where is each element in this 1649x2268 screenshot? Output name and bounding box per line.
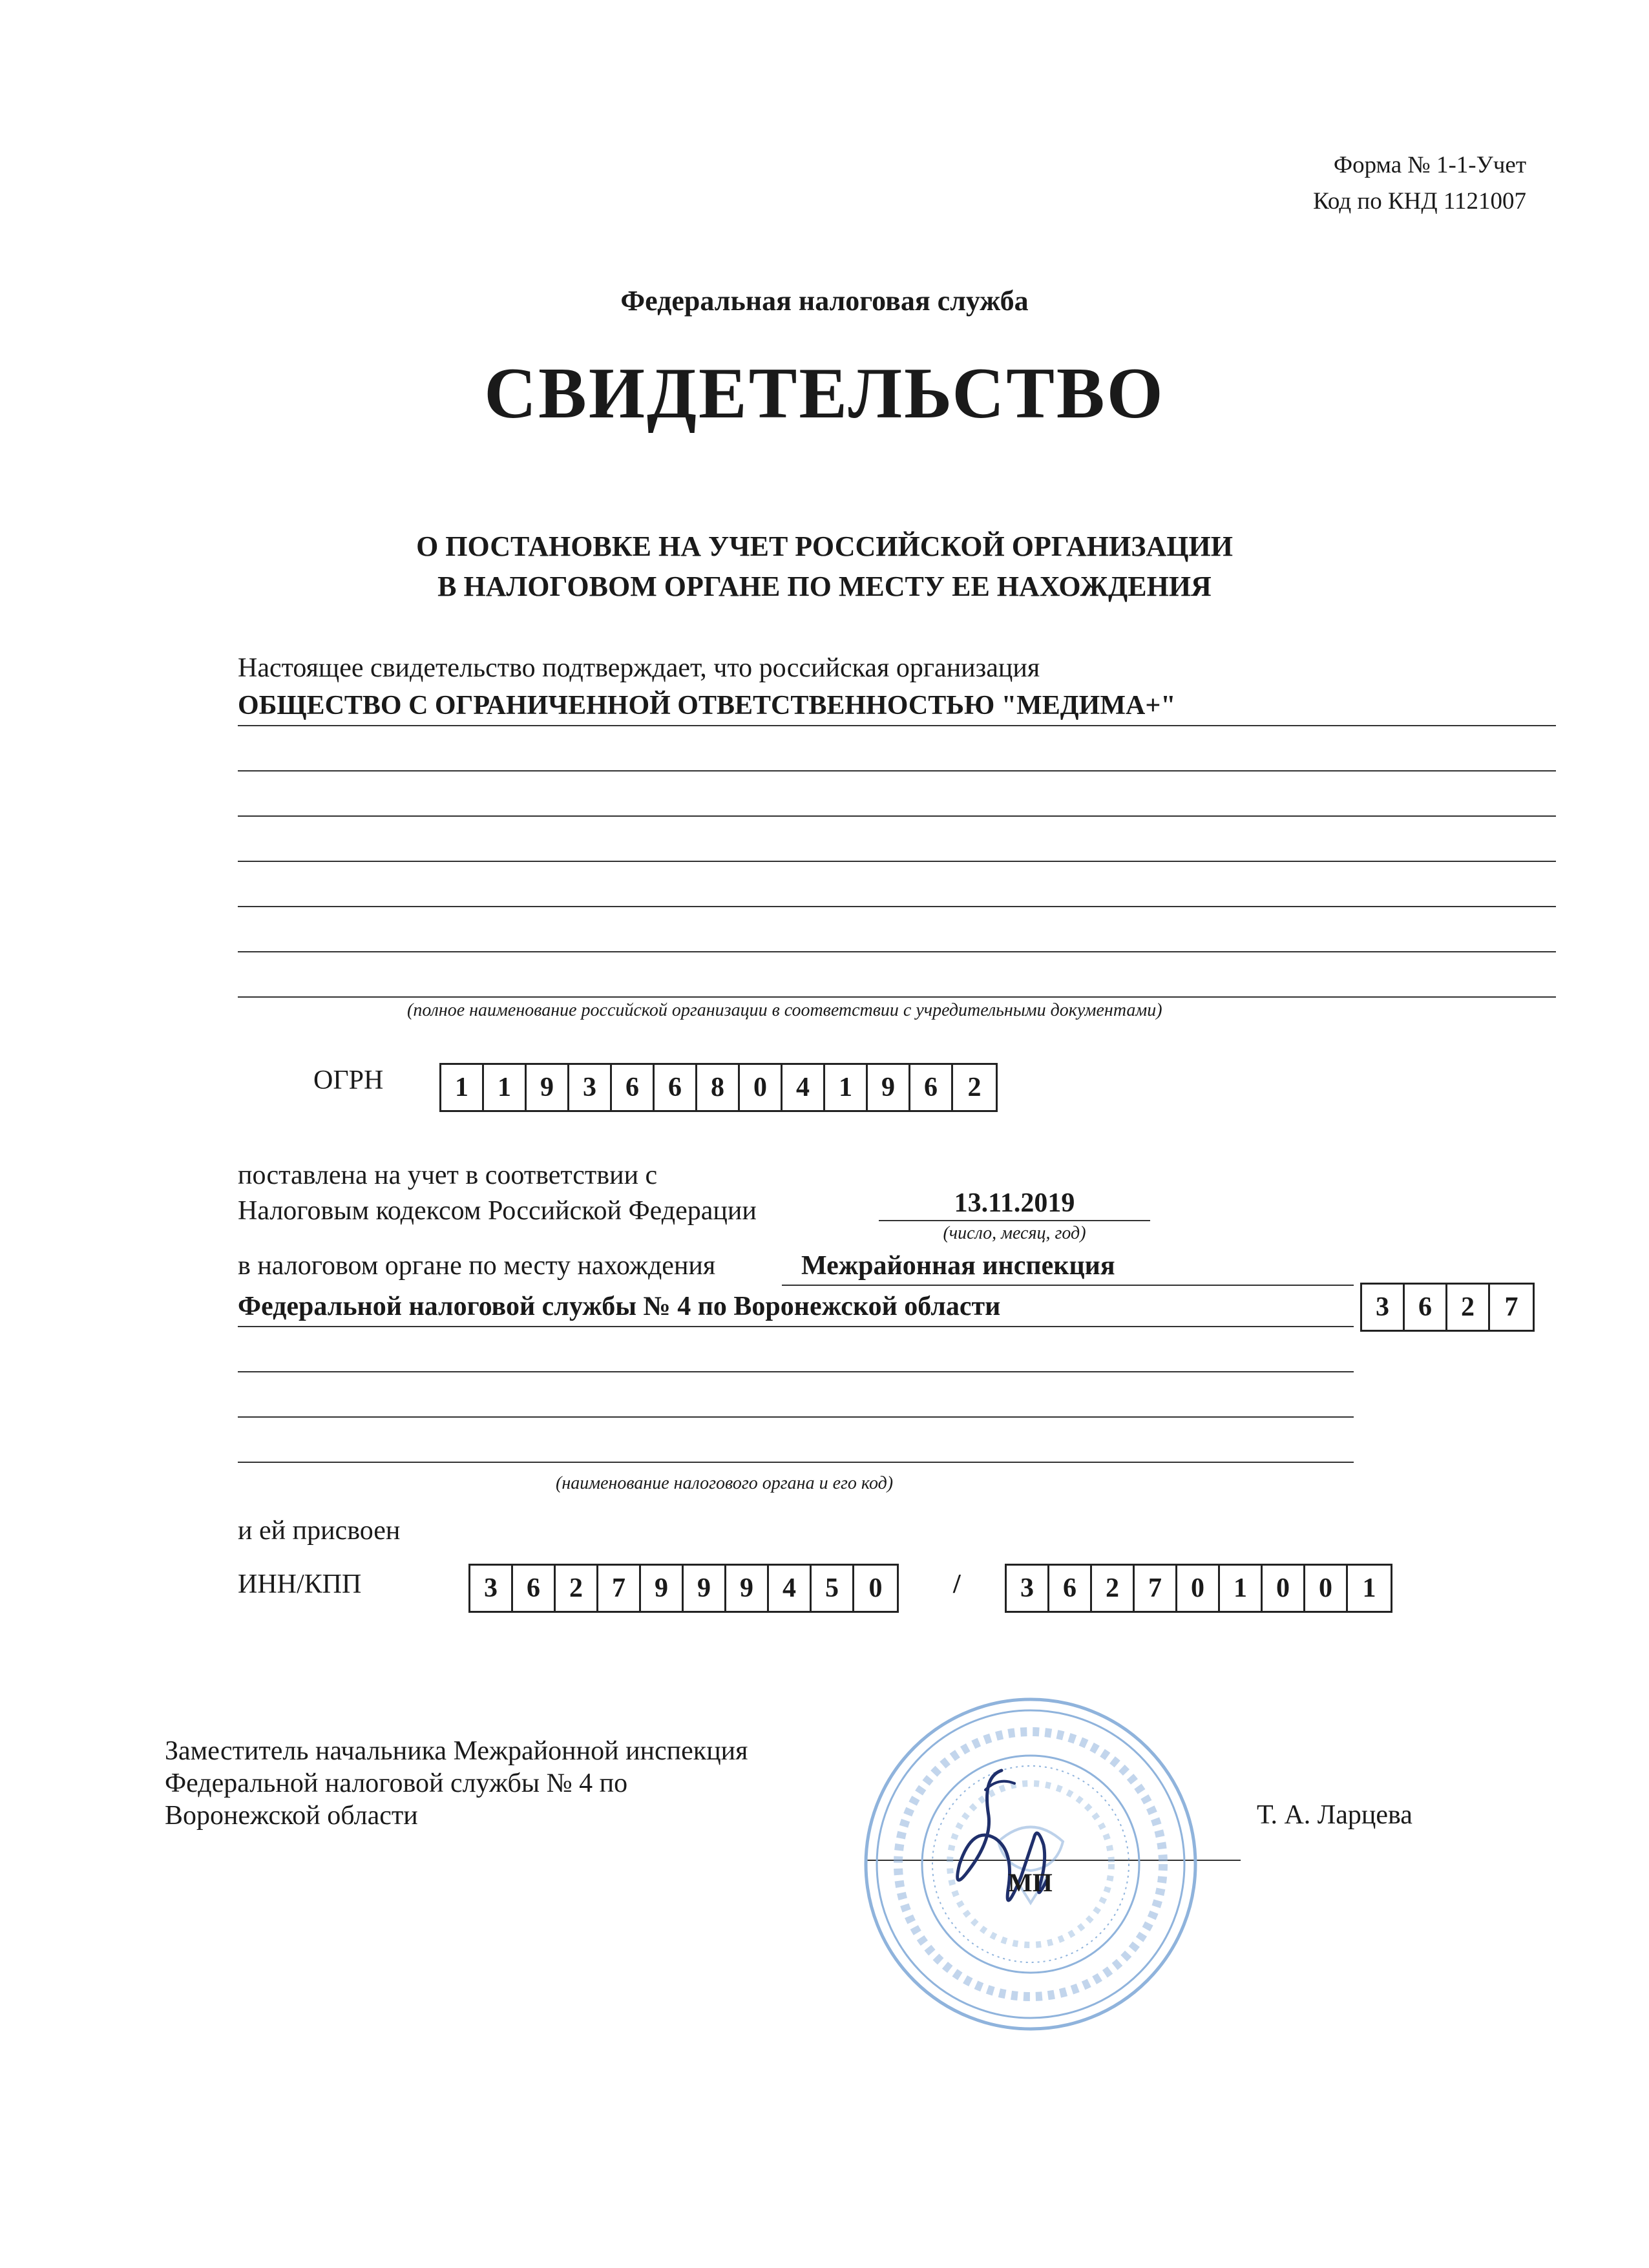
document-title: СВИДЕТЕЛЬСТВО: [484, 353, 1165, 434]
tax-authority-prefix: в налоговом органе по месту нахождения: [238, 1251, 716, 1281]
inn-digit-cell: 9: [684, 1566, 726, 1611]
ogrn-digit-cell: 3: [569, 1065, 612, 1110]
document-subtitle: [0, 527, 1649, 607]
org-line-1: [238, 725, 1556, 726]
inn-cells: [468, 1564, 899, 1613]
ogrn-digit-cell: 4: [782, 1065, 825, 1110]
form-number: Форма № 1-1-Учет: [1333, 152, 1526, 178]
ogrn-digit-cell: 9: [527, 1065, 569, 1110]
service-name: Федеральная налоговая служба: [620, 285, 1029, 317]
ogrn-digit-cell: 2: [967, 1073, 982, 1102]
tax-code-digit-cell: 3: [1362, 1285, 1405, 1330]
registration-line-2: Налоговым кодексом Российской Федерации: [238, 1196, 757, 1226]
organization-name: ОБЩЕСТВО С ОГРАНИЧЕННОЙ ОТВЕТСТВЕННОСТЬЮ "МЕДИМА+": [238, 691, 1176, 720]
org-line-4: [238, 861, 1556, 862]
ogrn-digit-cell: 9: [868, 1065, 910, 1110]
ogrn-digit-cell: 1: [484, 1065, 527, 1110]
stamp-label: МП: [1008, 1868, 1053, 1897]
ogrn-digit-cell: 1: [441, 1065, 484, 1110]
kpp-digit-cell: 0: [1305, 1566, 1348, 1611]
org-line-2: [238, 770, 1556, 772]
inn-kpp-label: ИНН/КПП: [238, 1570, 362, 1599]
intro-text: Настоящее свидетельство подтверждает, что российская организация: [238, 653, 1040, 683]
signatory-line-2: Федеральной налоговой службы № 4 по: [165, 1769, 628, 1798]
tax-code-digit-cell: 7: [1504, 1292, 1518, 1322]
tax-authority-name-2: Федеральной налоговой службы № 4 по Воронежской области: [238, 1292, 1001, 1321]
org-line-7: [238, 996, 1556, 998]
kpp-digit-cell: 6: [1049, 1566, 1092, 1611]
inn-digit-cell: 0: [868, 1573, 883, 1603]
knd-code: Код по КНД 1121007: [1313, 188, 1526, 215]
registration-date: 13.11.2019: [954, 1188, 1075, 1218]
date-hint: (число, месяц, год): [943, 1223, 1086, 1243]
inn-kpp-separator: /: [953, 1570, 961, 1599]
ogrn-digit-cell: 6: [655, 1065, 697, 1110]
ogrn-cells: [439, 1063, 998, 1112]
inn-digit-cell: 6: [513, 1566, 556, 1611]
kpp-digit-cell: 7: [1135, 1566, 1177, 1611]
inn-digit-cell: 3: [470, 1566, 513, 1611]
kpp-digit-cell: 0: [1263, 1566, 1305, 1611]
inn-digit-cell: 4: [769, 1566, 812, 1611]
registration-line-1: поставлена на учет в соответствии с: [238, 1160, 658, 1190]
subtitle-line-2: В НАЛОГОВОМ ОРГАНЕ ПО МЕСТУ ЕЕ НАХОЖДЕНИЯ: [437, 571, 1212, 602]
date-line: [879, 1220, 1150, 1221]
kpp-cells: [1005, 1564, 1392, 1613]
subtitle-line-1: О ПОСТАНОВКЕ НА УЧЕТ РОССИЙСКОЙ ОРГАНИЗАЦИИ: [416, 530, 1233, 562]
tax-authority-hint: (наименование налогового органа и его код): [556, 1473, 894, 1493]
ogrn-label: ОГРН: [313, 1066, 384, 1095]
tax-line-4: [238, 1416, 1354, 1418]
tax-line-5: [238, 1462, 1354, 1463]
ogrn-digit-cell: 6: [910, 1065, 953, 1110]
org-line-3: [238, 815, 1556, 817]
ogrn-digit-cell: 1: [825, 1065, 868, 1110]
ogrn-digit-cell: 0: [740, 1065, 782, 1110]
kpp-digit-cell: 1: [1362, 1573, 1376, 1603]
kpp-digit-cell: 3: [1007, 1566, 1049, 1611]
inn-digit-cell: 9: [726, 1566, 769, 1611]
tax-authority-name-1: Межрайонная инспекция: [801, 1251, 1115, 1281]
tax-line-1: [782, 1285, 1354, 1286]
kpp-digit-cell: 0: [1177, 1566, 1220, 1611]
tax-authority-code-cells: [1360, 1283, 1535, 1332]
tax-line-3: [238, 1371, 1354, 1372]
inn-digit-cell: 5: [812, 1566, 854, 1611]
org-name-hint: (полное наименование российской организации в соответствии с учредительными документами): [407, 1000, 1162, 1020]
assigned-text: и ей присвоен: [238, 1516, 401, 1546]
kpp-digit-cell: 2: [1092, 1566, 1135, 1611]
tax-code-digit-cell: 2: [1447, 1285, 1490, 1330]
tax-line-2: [238, 1326, 1354, 1327]
signatory-position: [165, 1735, 748, 1832]
ogrn-digit-cell: 8: [697, 1065, 740, 1110]
ogrn-digit-cell: 6: [612, 1065, 655, 1110]
signatory-line-1: Заместитель начальника Межрайонной инспекция: [165, 1736, 748, 1766]
org-line-5: [238, 906, 1556, 907]
inn-digit-cell: 2: [556, 1566, 598, 1611]
tax-code-digit-cell: 6: [1405, 1285, 1447, 1330]
form-header: [1313, 147, 1526, 220]
signatory-name: Т. А. Ларцева: [1257, 1800, 1413, 1830]
inn-digit-cell: 9: [641, 1566, 684, 1611]
kpp-digit-cell: 1: [1220, 1566, 1263, 1611]
inn-digit-cell: 7: [598, 1566, 641, 1611]
org-line-6: [238, 951, 1556, 952]
signatory-line-3: Воронежской области: [165, 1801, 418, 1831]
